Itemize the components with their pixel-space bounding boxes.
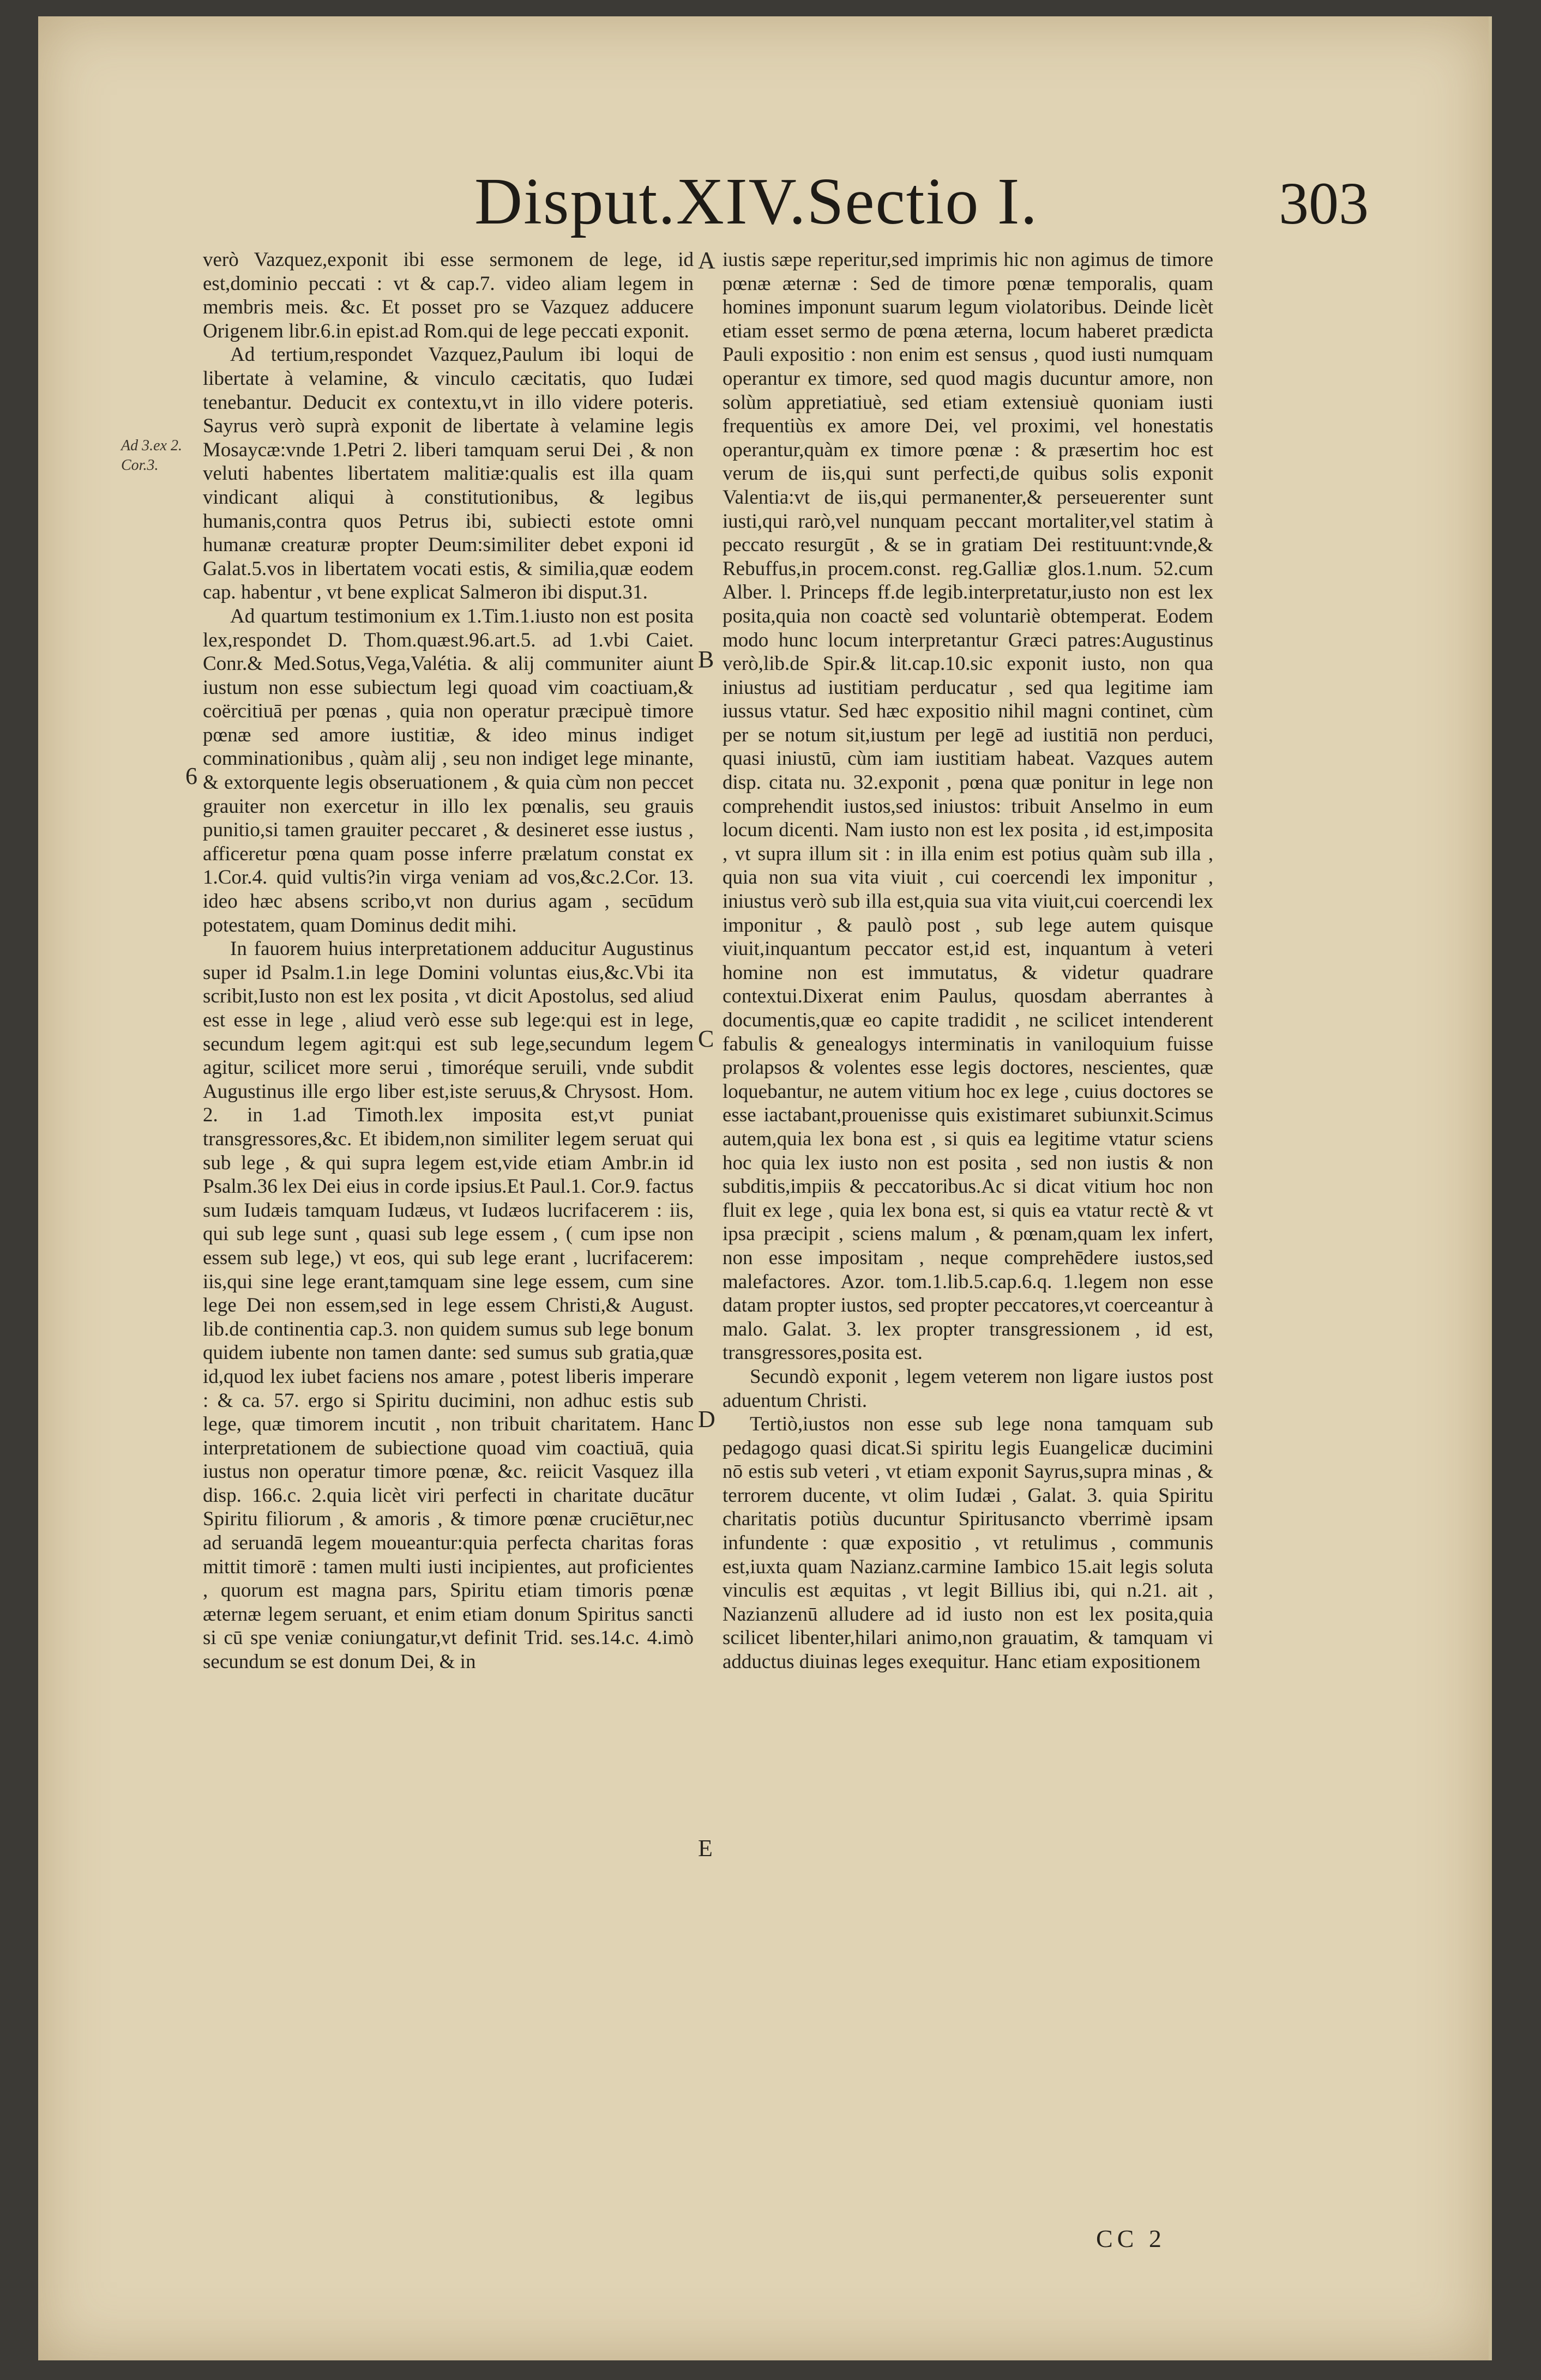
right-column bbox=[723, 248, 1213, 1674]
left-paragraph-1: verò Vazquez,exponit ibi esse sermonem de lege, id est,dominio peccati : vt & cap.7. video aliam legem in membris meis. &c. Et posset pro se Vazquez adducere Origenem libr.6.in epist.ad Rom.qui de lege peccati exponit. bbox=[203, 249, 694, 342]
signature-mark: CC 2 bbox=[1096, 2225, 1166, 2252]
section-letter-b: B bbox=[698, 646, 714, 673]
section-letter-c: C bbox=[698, 1025, 714, 1052]
right-paragraph-1: iustis sæpe reperitur,sed imprimis hic non agimus de timore pœnæ æternæ : Sed de timore pœnæ temporalis, quam homines imponunt suarum legum violatoribus. Deinde licèt etiam esset sermo de pœna æterna, locum haberet prædicta Pauli expositio : non enim est sensus , quod iusti numquam operantur ex timore, sed quod magis ducuntur amore, non solùm appretiatiuè, sed etiam extensiuè quoniam iusti frequentiùs ex amore Dei, vel proximi, vel honestatis operantur,quàm ex timore pœnæ : & præsertim hoc est verum de iis,qui sunt perfecti,de quibus solis exponit Valentia:vt de iis,qui permanenter,& perseuerenter sunt iusti,qui rarò,vel nunquam peccant mortaliter,vel statim à peccato resurgūt , & se in gratiam Dei restituunt:vnde,& Rebuffus,in procem.const. reg.Galliæ glos.1.num. 52.cum Alber. l. Princeps ff.de legib.interpretatur,iusto non est lex posita,quia non coactè sed voluntariè obtemperat. Eodem modo hunc locum interpretantur Græci patres:Augustinus verò,lib.de Spir.& lit.cap.10.sic exponit iusto, non qua iniustus ad iustitiam perducatur , sed qua legitime iam iussus vtatur. Sed hæc expositio nihil magni continet, cùm per se notum sit,iustum per legē ad iustitiā non perduci, quasi iniustū, cùm iam iustitiam habeat. Vazques autem disp. citata nu. 32.exponit , pœna quæ ponitur in lege non comprehendit iustos,sed iniustos: tribuit Anselmo in eum locum dicenti. Nam iusto non est lex posita , id est,imposita , vt supra illum sit : in illa enim est potius quàm sub illa , quia non sua vita viuit , cui coercendi lex imponitur , iniustus verò sub illa est,quia sua vita viuit,cui coercendi lex imponitur , & paulò post , sub lege autem quisque viuit,inquantum peccator est,id est, inquantum à veteri homine non est immutatus, & videtur quadrare contextui.Dixerat enim Paulus, quosdam aberrantes à documentis,quæ eo capite tradidit , ne scilicet intenderent fabulis & genealogys interminatis in vaniloquium fuisse prolapsos & volentes esse legis doctores, nescientes, quæ loquebantur, ne autem vitium hoc ex lege , cuius doctores se esse iactabant,prouenisse quis existimaret subiunxit.Scimus autem,quia lex bona est , si quis ea legitime vtatur sciens hoc quia lex iusto non est posita , sed non iustis & non subditis,impiis & peccatoribus.Ac si dicat vitium hoc non fluit ex lege , quia lex bona est, si quis ea vtatur rectè & vt ipsa præcipit , sciens malum , & pœnam,quam lex infert, non esse impositam , neque comprehēdere iustos,sed malefactores. Azor. tom.1.lib.5.cap.6.q. 1.legem non esse datam propter iustos, sed propter peccatores,vt coerceantur à malo. Galat. 3. lex propter transgressionem , id est, transgressores,posita est. bbox=[723, 249, 1213, 1364]
page-number: 303 bbox=[1279, 170, 1369, 237]
right-paragraph-2: Secundò exponit , legem veterem non ligare iustos post aduentum Christi. bbox=[723, 1365, 1213, 1412]
paragraph-number: 6 bbox=[185, 763, 197, 789]
margin-note: Ad 3.ex 2. Cor.3. bbox=[121, 437, 182, 474]
running-title: Disput.XIV.Sectio I. bbox=[474, 165, 1039, 238]
section-letter-e: E bbox=[698, 1835, 713, 1862]
section-letter-a: A bbox=[698, 247, 715, 274]
left-column bbox=[203, 248, 694, 1674]
book-page bbox=[38, 16, 1492, 2360]
section-letter-d: D bbox=[698, 1406, 715, 1433]
page-header bbox=[431, 164, 1369, 251]
left-paragraph-4: In fauorem huius interpretationem adducitur Augustinus super id Psalm.1.in lege Domini voluntas eius,&c.Vbi ita scribit,Iusto non est lex posita , vt dicit Apostolus, sed aliud est esse in lege , aliud verò esse sub lege:qui est in lege, secundum legem agit:qui est sub lege,secundum legem agitur, scilicet more serui , timoréque seruili, vnde subdit Augustinus ille ergo liber est,iste seruus,& Chrysost. Hom. 2. in 1.ad Timoth.lex imposita est,vt puniat transgressores,&c. Et ibidem,non similiter legem seruat qui sub lege , & qui supra legem est,vide etiam Ambr.in id Psalm.36 lex Dei eius in corde ipsius.Et Paul.1. Cor.9. factus sum Iudæis tamquam Iudæus, vt Iudæos lucrifacerem : iis, qui sub lege sunt , quasi sub lege essem , ( cum ipse non essem sub lege,) vt eos, qui sub lege erant , lucrifacerem: iis,qui sine lege erant,tamquam sine lege essem, cum sine lege Dei non essem,sed in lege essem Christi,& August. lib.de continentia cap.3. non quidem sumus sub lege bonum quidem iubente non tamen dante: sed sumus sub gratia,quæ id,quod lex iubet faciens nos amare , potest liberis imperare : & ca. 57. ergo si Spiritu ducimini, non adhuc estis sub lege, quæ timorem incutit , non tribuit charitatem. Hanc interpretationem de subiectione quoad vim coactiuā, quia iustus non operatur timore pœnæ, &c. reiicit Vasquez illa disp. 166.c. 2.quia licèt viri perfecti in charitate ducātur Spiritu filiorum , & amoris , & timore pœnæ cruciētur,nec ad seruandā legem moueantur:quia perfecta charitas foras mittit timorē : tamen multi iusti incipientes, aut proficientes , quorum est magna pars, Spiritu etiam timoris pœnæ æternæ legem seruant, et enim etiam donum Spiritus sancti si cū spe veniæ coniungatur,vt definit Trid. ses.14.c. 4.imò secundum se est donum Dei, & in bbox=[203, 938, 694, 1674]
left-paragraph-2: Ad tertium,respondet Vazquez,Paulum ibi loqui de libertate à velamine, & vinculo cæcitatis, quo Iudæi tenebantur. Deducit ex contextu,vt in illo videre poteris. Sayrus verò suprà exponit de libertate à velamine legis Mosaycæ:vnde 1.Petri 2. liberi tamquam serui Dei , & non veluti habentes libertatem malitiæ:qualis est illa quam vindicant aliqui à constitutionibus, & legibus humanis,contra quos Petrus ibi, subiecti estote omni humanæ creaturæ propter Deum:similiter debet exponi id Galat.5.vos in libertatem vocati estis, & similia,quæ eodem cap. habentur , vt bene explicat Salmeron ibi disput.31. bbox=[203, 343, 694, 604]
left-paragraph-3: Ad quartum testimonium ex 1.Tim.1.iusto non est posita lex,respondet D. Thom.quæst.96.art.5. ad 1.vbi Caiet. Conr.& Med.Sotus,Vega,Valétia. & alij communiter aiunt iustum non esse subiectum legi quoad vim coactiuam,& coërcitiuā per pœnas , quia non operatur præcipuè timore pœnæ sed amore iustitiæ, & ideo minus indiget comminationibus , quàm alij , seu non indiget lege minante, & extorquente legis obseruationem , & quia cùm non peccet grauiter non exercetur in illo lex pœnalis, seu grauis punitio,si tamen grauiter peccaret , & desineret esse iustus , afficeretur pœna quam posse inferre prælatum constat ex 1.Cor.4. quid vultis?in virga veniam ad vos,&c.2.Cor. 13. ideo hæc absens scribo,vt non durius agam , secūdum potestatem, quam Dominus dedit mihi. bbox=[203, 605, 694, 937]
right-paragraph-3: Tertiò,iustos non esse sub lege nona tamquam sub pedagogo quasi dicat.Si spiritu legis Euangelicæ ducimini nō estis sub veteri , vt etiam exponit Sayrus,supra minas , & terrorem ducente, vt olim Iudæi , Galat. 3. quia Spiritu charitatis potiùs ducuntur Spiritusancto vberrimè ipsam infundente : quæ expositio , vt retulimus , communis est,iuxta quam Nazianz.carmine Iambico 15.ait legis soluta vinculis est æquitas , vt legit Billius ibi, qui n.21. ait , Nazianzenū alludere ad id iusto non est lex posita,quia scilicet libenter,hilari animo,non grauatim, & tamquam vi adductus diuinas leges exequitur. Hanc etiam expositionem bbox=[723, 1413, 1213, 1674]
